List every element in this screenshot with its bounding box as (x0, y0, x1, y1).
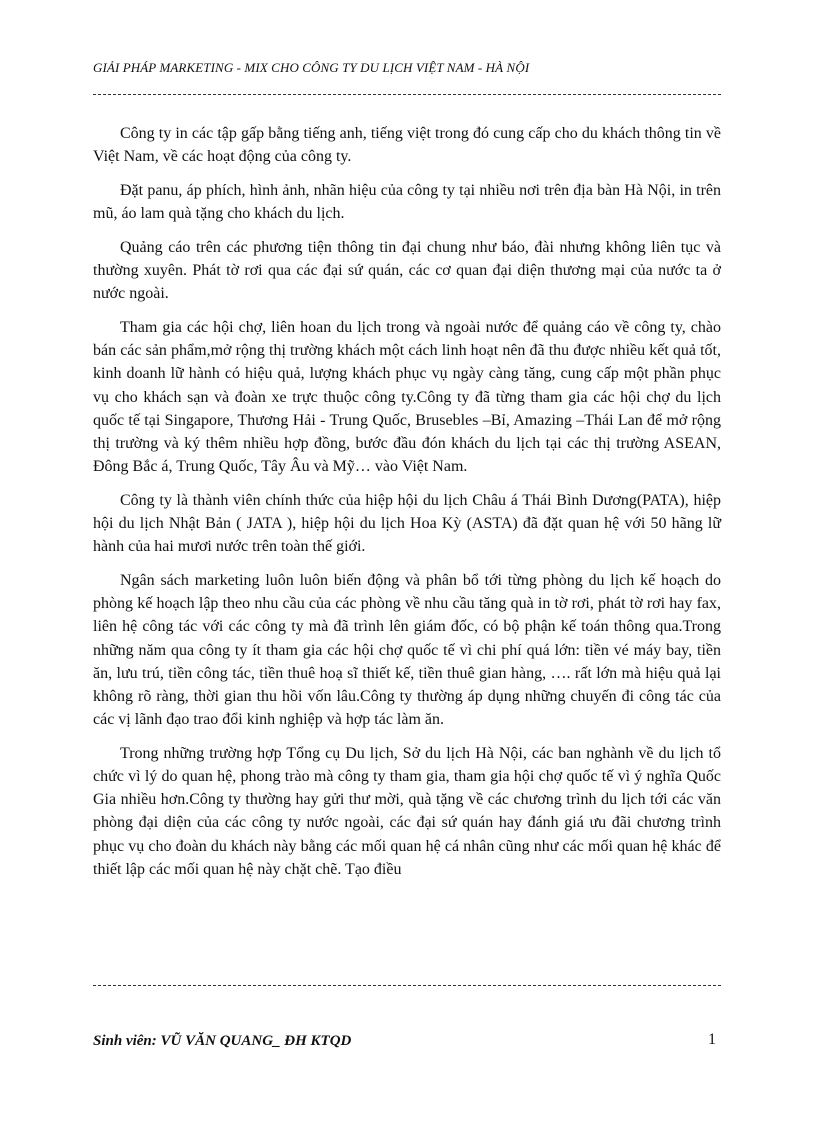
header-divider (93, 94, 721, 95)
paragraph: Công ty là thành viên chính thức của hiệp hội du lịch Châu á Thái Bình Dương(PATA), hiệp hội du lịch Nhật Bản ( JATA ), hiệp hội du lịch Hoa Kỳ (ASTA) đã đặt quan hệ với 50 hãng lữ hành của hai mươi nước trên toàn thế giới. (93, 491, 721, 556)
page-number: 1 (708, 1031, 716, 1048)
paragraph: Công ty in các tập gấp bằng tiếng anh, tiếng việt trong đó cung cấp cho du khách thông tin về Việt Nam, về các hoạt động của công ty. (93, 125, 721, 166)
footer-divider (93, 985, 721, 986)
paragraph: Ngân sách marketing luôn luôn biến động và phân bổ tới từng phòng du lịch kế hoạch do phòng kế hoạch lập theo nhu cầu của các phòng về nhu cầu tăng quà in tờ rơi, phát tờ rơi hay fax, liên hệ công tác với các công ty mà đã trình lên giám đốc, có bộ phận kế toán thông qua.Trong những năm qua công ty ít tham gia các hội chợ quốc tế vì chi phí quá lớn: tiền vé máy bay, tiền ăn, lưu trú, tiền công tác, tiền thuê hoạ sĩ thiết kế, tiền thuê gian hàng, …. rất lớn mà hiệu quả lại không rõ ràng, thời gian thu hồi vốn lâu.Công ty thường áp dụng những chuyến đi công tác của các vị lãnh đạo trao đổi kinh nghiệp và hợp tác làm ăn. (93, 571, 721, 729)
paragraph: Quảng cáo trên các phương tiện thông tin đại chung như báo, đài nhưng không liên tục và thường xuyên. Phát tờ rơi qua các đại sứ quán, các cơ quan đại diện thương mại của nước ta ở nước ngoài. (93, 238, 721, 303)
paragraph: Đặt panu, áp phích, hình ảnh, nhãn hiệu của công ty tại nhiều nơi trên địa bàn Hà Nội, in trên mũ, áo lam quà tặng cho khách du lịch. (93, 181, 721, 223)
footer-author: Sinh viên: VŨ VĂN QUANG_ ĐH KTQD (93, 1033, 352, 1049)
document-body (93, 122, 721, 892)
running-header-title: GIẢI PHÁP MARKETING - MIX CHO CÔNG TY DU LỊCH VIỆT NAM - HÀ NỘI (93, 60, 530, 75)
paragraph: Trong những trường hợp Tổng cụ Du lịch, Sở du lịch Hà Nội, các ban nghành về du lịch tổ chức vì lý do quan hệ, phong trào mà công ty tham gia, tham gia hội chợ quốc tế vì ý nghĩa Quốc Gia nhiều hơn.Công ty thường hay gửi thư mời, quà tặng về các chương trình du lịch tới các văn phòng đại diện của các công ty nước ngoài, các đại sứ quán hay đánh giá ưu đãi chương trình phục vụ cho đoàn du khách này bằng các mối quan hệ cá nhân cũng như các mối quan hệ khác để thiết lập các mối quan hệ này chặt chẽ. Tạo điều (93, 744, 721, 878)
paragraph: Tham gia các hội chợ, liên hoan du lịch trong và ngoài nước để quảng cáo về công ty, chào bán các sản phẩm,mở rộng thị trường khách một cách linh hoạt nên đã thu được nhiều kết quả tốt, kinh doanh lữ hành có hiệu quả, lượng khách phục vụ ngày càng tăng, cung cấp một phần phục vụ cho khách sạn và đoàn xe trực thuộc công ty.Công ty đã từng tham gia các hội chợ du lịch quốc tế tại Singapore, Thương Hải - Trung Quốc, Brusebles –Bỉ, Amazing –Thái Lan để mở rộng thị trường và ký thêm nhiều hợp đồng, bước đầu đón khách du lịch tại các thị trường ASEAN, Đông Bắc á, Trung Quốc, Tây Âu và Mỹ… vào Việt Nam. (93, 318, 721, 476)
